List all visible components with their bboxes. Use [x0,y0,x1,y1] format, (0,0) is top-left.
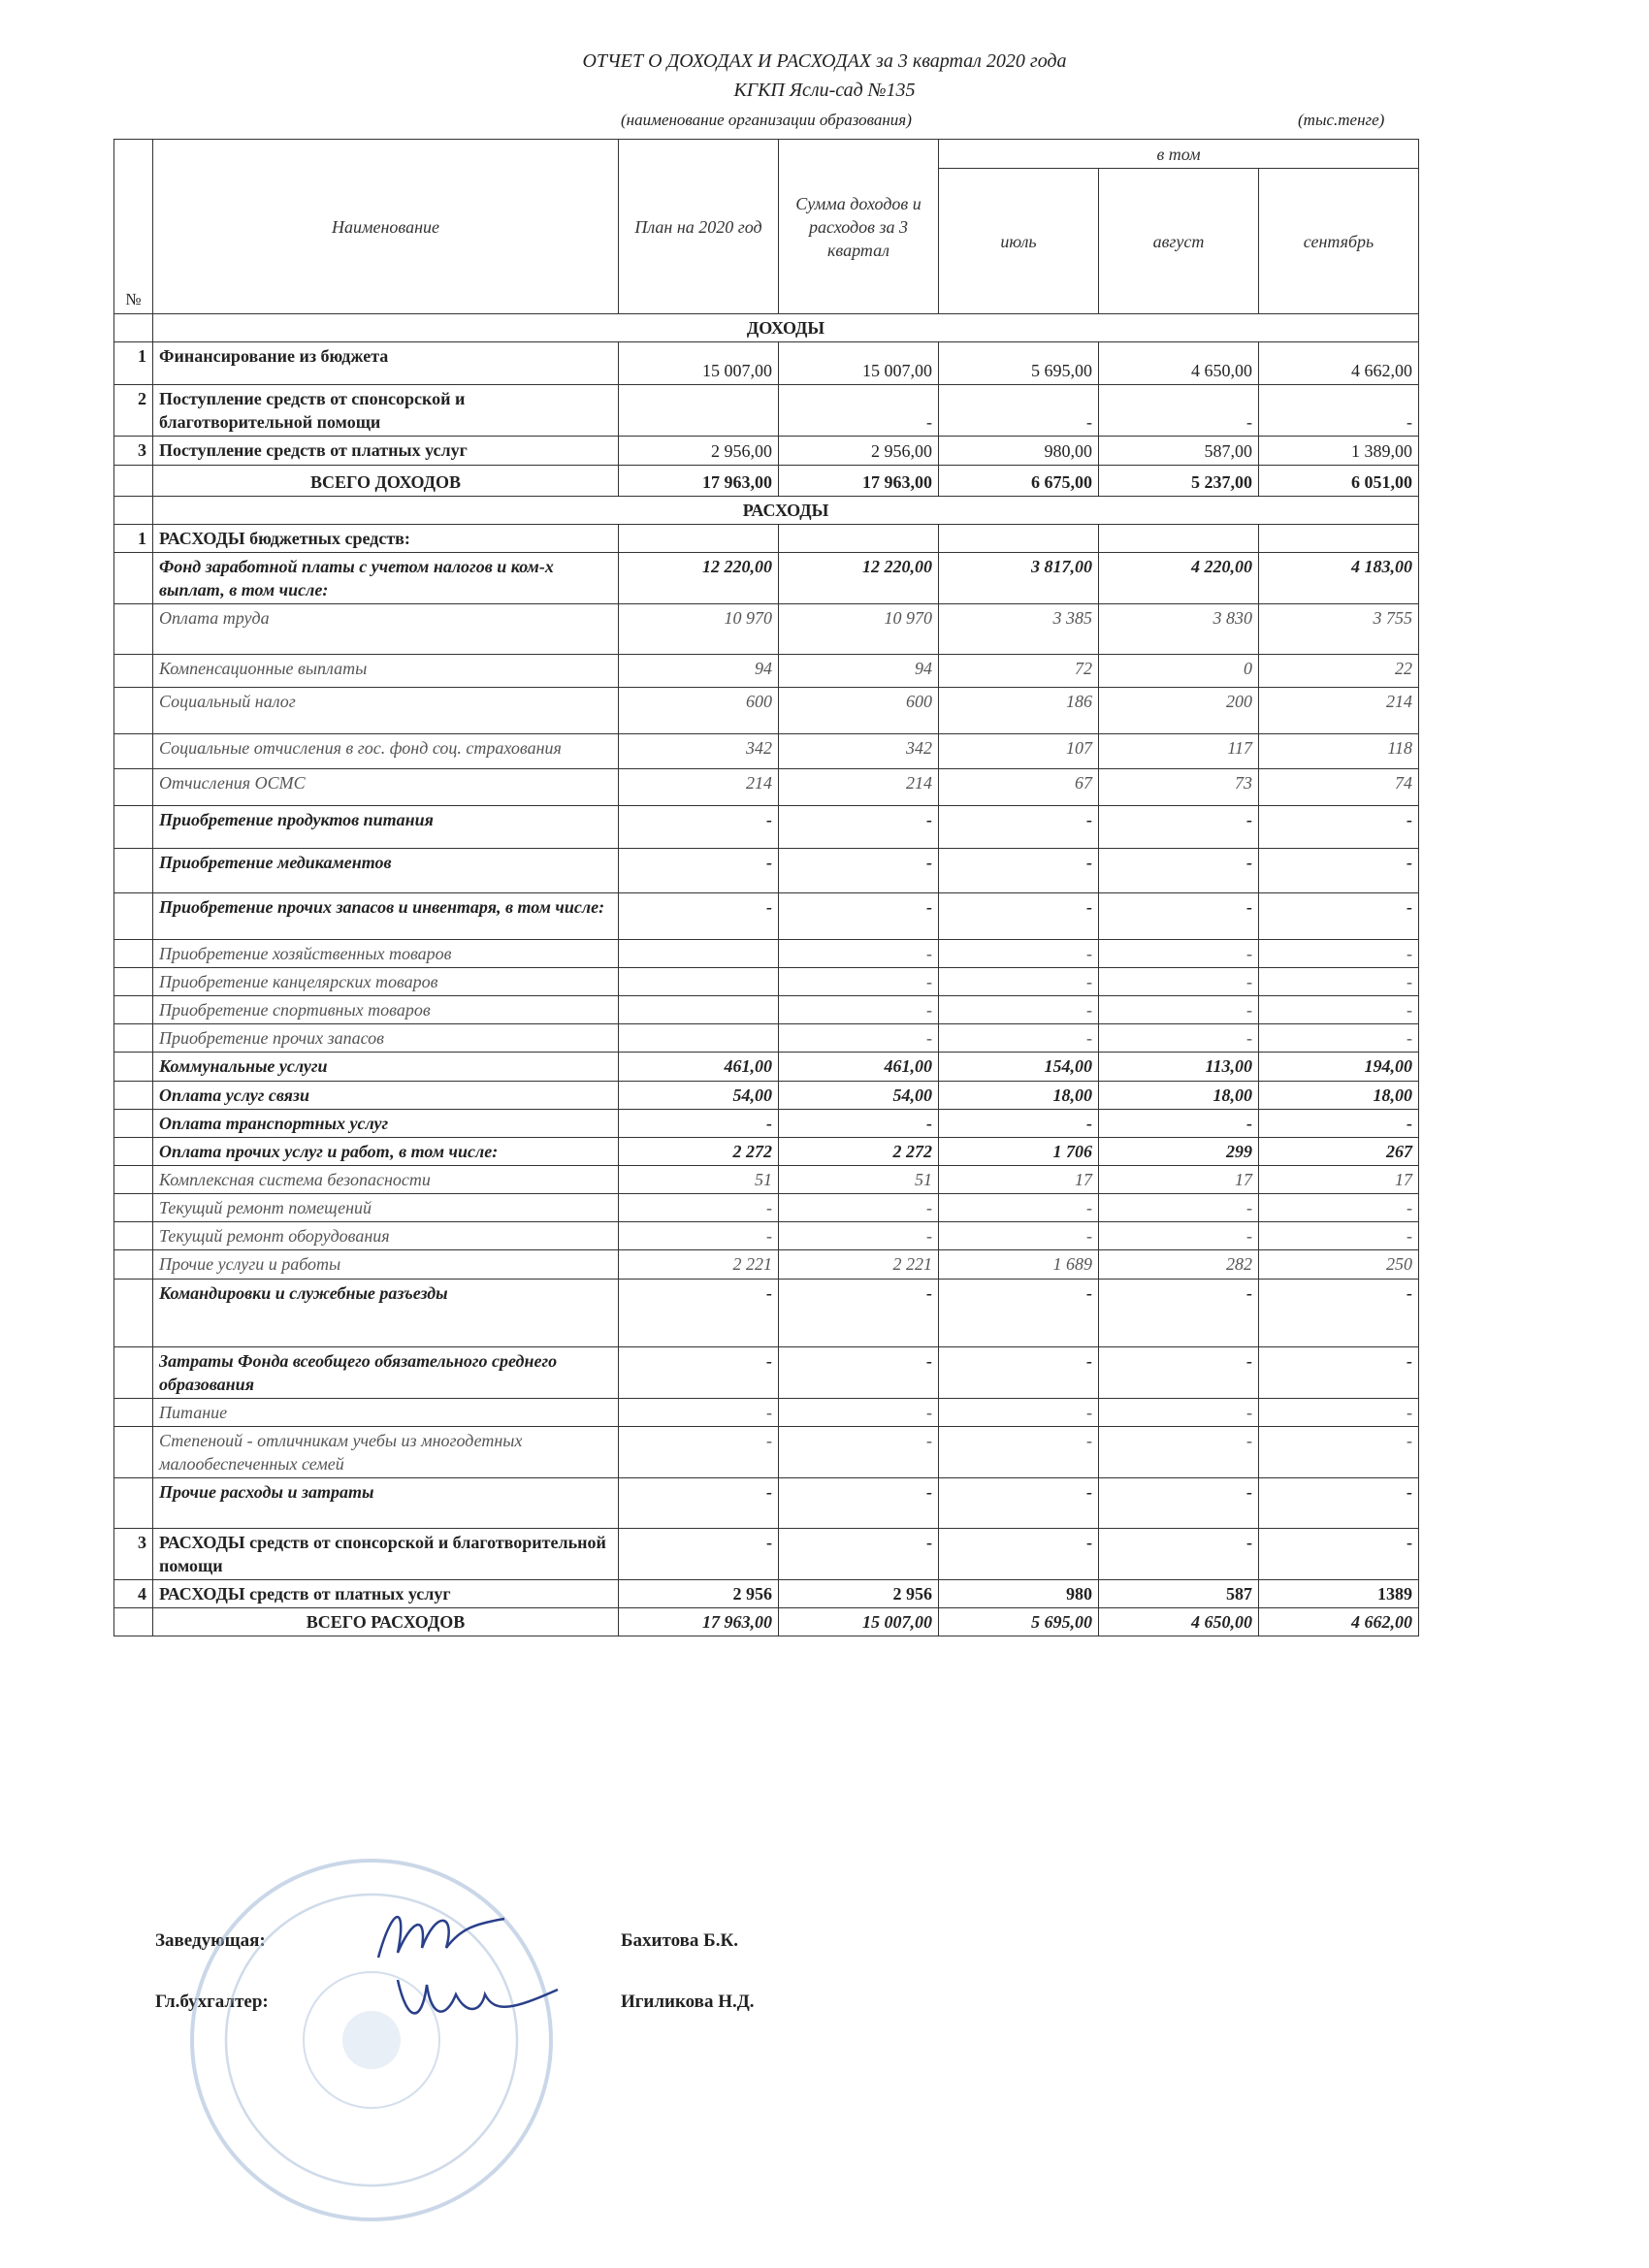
report-table [113,139,1419,1636]
row-name: Приобретение канцелярских товаров [153,968,619,996]
expense-row [114,604,1419,655]
cell-jul: - [939,1110,1099,1138]
cell-plan: 2 272 [619,1138,779,1166]
header-name: Наименование [153,140,619,314]
cell-aug: - [1099,1427,1259,1478]
cell-plan: 600 [619,688,779,734]
cell-sep: - [1259,1222,1419,1250]
cell-aug: 200 [1099,688,1259,734]
organization-caption: (наименование организации образования) [621,111,912,129]
cell-plan: - [619,893,779,940]
row-name: Прочие расходы и затраты [153,1478,619,1529]
row-name: Питание [153,1399,619,1427]
cell-jul: 1 689 [939,1250,1099,1280]
cell-jul: - [939,385,1099,437]
row-name: Оплата услуг связи [153,1082,619,1110]
expense-row [114,1580,1419,1608]
expense-row [114,1280,1419,1347]
cell-jul: - [939,1280,1099,1347]
cell-aug: 4 220,00 [1099,553,1259,604]
row-name: Финансирование из бюджета [153,342,619,385]
expense-row [114,1399,1419,1427]
cell-jul: 67 [939,769,1099,806]
cell-sum: 342 [779,734,939,769]
cell-sum: - [779,806,939,849]
section-title: ДОХОДЫ [153,314,1419,342]
cell-aug: - [1099,968,1259,996]
cell-sep: - [1259,968,1419,996]
cell-aug: 17 [1099,1166,1259,1194]
row-number [114,1166,153,1194]
row-name: Коммунальные услуги [153,1053,619,1082]
expense-row [114,525,1419,553]
row-name: Социальные отчисления в гос. фонд соц. страхования [153,734,619,769]
cell-jul [939,525,1099,553]
cell-sep: - [1259,1427,1419,1478]
expense-row [114,1478,1419,1529]
row-number: 1 [114,525,153,553]
cell-sep: - [1259,996,1419,1024]
cell-sep: 4 183,00 [1259,553,1419,604]
cell-jul: - [939,849,1099,893]
row-number [114,996,153,1024]
cell-aug: - [1099,849,1259,893]
cell-sum: - [779,385,939,437]
cell-sep: 250 [1259,1250,1419,1280]
row-number [114,893,153,940]
row-name: Отчисления ОСМС [153,769,619,806]
cell-jul: 17 [939,1166,1099,1194]
signature-name-accountant: Игиликова Н.Д. [621,1992,755,2012]
cell-aug: - [1099,1399,1259,1427]
cell-sum: 94 [779,655,939,688]
cell-aug: - [1099,1024,1259,1053]
header-sum: Сумма доходов и расходов за 3 квартал [779,140,939,314]
row-name: Приобретение хозяйственных товаров [153,940,619,968]
cell-plan: - [619,1399,779,1427]
cell-aug: - [1099,385,1259,437]
expense-row [114,655,1419,688]
cell-sum: 2 956,00 [779,437,939,466]
cell-plan: - [619,1347,779,1399]
row-number: 3 [114,1529,153,1580]
total-empty-cell [114,1608,153,1636]
cell-plan: - [619,849,779,893]
expense-total-aug: 4 650,00 [1099,1608,1259,1636]
signature-head-mark [369,1899,514,1972]
expense-row [114,1024,1419,1053]
cell-sum [779,525,939,553]
expense-row [114,806,1419,849]
row-name: Поступление средств от спонсорской и благотворительной помощи [153,385,619,437]
row-name: Степеноий - отличникам учебы из многодетных малообеспеченных семей [153,1427,619,1478]
signature-name-head: Бахитова Б.К. [621,1930,738,1951]
cell-aug: - [1099,806,1259,849]
section-empty-cell [114,497,153,525]
cell-sep: - [1259,1529,1419,1580]
cell-plan: 214 [619,769,779,806]
cell-jul: 5 695,00 [939,342,1099,385]
cell-aug: 299 [1099,1138,1259,1166]
cell-sum: - [779,1194,939,1222]
cell-sep: 118 [1259,734,1419,769]
cell-plan: 12 220,00 [619,553,779,604]
cell-plan [619,968,779,996]
cell-plan: 10 970 [619,604,779,655]
cell-sep: - [1259,1399,1419,1427]
cell-plan: - [619,1529,779,1580]
cell-aug: 282 [1099,1250,1259,1280]
cell-plan: - [619,806,779,849]
header-including: в том [939,140,1419,169]
cell-jul: 1 706 [939,1138,1099,1166]
expense-row [114,553,1419,604]
section-header-income [114,314,1419,342]
cell-plan: 94 [619,655,779,688]
cell-sum: - [779,1280,939,1347]
cell-sep: - [1259,1110,1419,1138]
cell-jul: - [939,806,1099,849]
cell-sum: 461,00 [779,1053,939,1082]
cell-aug: - [1099,1280,1259,1347]
cell-sum: - [779,1222,939,1250]
cell-sep: - [1259,1478,1419,1529]
row-number [114,1399,153,1427]
row-number [114,1053,153,1082]
cell-plan: - [619,1280,779,1347]
expense-total-jul: 5 695,00 [939,1608,1099,1636]
row-name: Компенсационные выплаты [153,655,619,688]
cell-sum: - [779,1427,939,1478]
cell-sep: 74 [1259,769,1419,806]
cell-jul: 3 385 [939,604,1099,655]
expense-total-sep: 4 662,00 [1259,1608,1419,1636]
cell-aug: 0 [1099,655,1259,688]
expense-total-row [114,1608,1419,1636]
expense-row [114,1166,1419,1194]
cell-sum: 51 [779,1166,939,1194]
expense-row [114,769,1419,806]
row-number [114,1478,153,1529]
cell-aug: - [1099,1478,1259,1529]
expense-row [114,1110,1419,1138]
cell-plan [619,1024,779,1053]
row-name: Социальный налог [153,688,619,734]
income-row [114,342,1419,385]
cell-aug: 73 [1099,769,1259,806]
header-july: июль [939,169,1099,314]
row-number: 2 [114,385,153,437]
row-name: Оплата прочих услуг и работ, в том числе: [153,1138,619,1166]
expense-row [114,940,1419,968]
cell-jul: 3 817,00 [939,553,1099,604]
row-name: Оплата транспортных услуг [153,1110,619,1138]
header-number: № [114,140,153,314]
row-number [114,940,153,968]
cell-sum: - [779,1347,939,1399]
expense-row [114,1222,1419,1250]
row-number [114,769,153,806]
cell-sep: 22 [1259,655,1419,688]
row-name: Приобретение продуктов питания [153,806,619,849]
row-number [114,1280,153,1347]
cell-jul: 18,00 [939,1082,1099,1110]
cell-plan: - [619,1222,779,1250]
cell-sum: 2 221 [779,1250,939,1280]
cell-sum: 12 220,00 [779,553,939,604]
header-plan: План на 2020 год [619,140,779,314]
income-row [114,385,1419,437]
cell-sep: 17 [1259,1166,1419,1194]
cell-plan [619,940,779,968]
cell-sum: 2 272 [779,1138,939,1166]
cell-sum: - [779,893,939,940]
cell-jul: 980 [939,1580,1099,1608]
signature-role-accountant: Гл.бухгалтер: [155,1992,269,2012]
cell-sep: 1389 [1259,1580,1419,1608]
report-title: ОТЧЕТ О ДОХОДАХ И РАСХОДАХ за 3 квартал 2020 года [582,50,1067,72]
expense-row [114,734,1419,769]
expense-row [114,1082,1419,1110]
cell-sep: - [1259,1347,1419,1399]
cell-sum: - [779,996,939,1024]
total-empty-cell [114,466,153,497]
cell-sum: - [779,1478,939,1529]
cell-sum: 54,00 [779,1082,939,1110]
cell-aug: - [1099,1194,1259,1222]
expense-total-sum: 15 007,00 [779,1608,939,1636]
cell-sep: 3 755 [1259,604,1419,655]
unit-label: (тыс.тенге) [1298,111,1385,129]
cell-jul: 72 [939,655,1099,688]
row-name: Текущий ремонт помещений [153,1194,619,1222]
row-number [114,688,153,734]
row-number [114,1250,153,1280]
cell-sum: - [779,968,939,996]
cell-plan [619,525,779,553]
row-number [114,806,153,849]
cell-plan: 15 007,00 [619,342,779,385]
row-number [114,1138,153,1166]
cell-sep: 4 662,00 [1259,342,1419,385]
cell-jul: - [939,1478,1099,1529]
cell-aug: 4 650,00 [1099,342,1259,385]
expense-row [114,996,1419,1024]
row-name: Затраты Фонда всеобщего обязательного среднего образования [153,1347,619,1399]
row-name: Прочие услуги и работы [153,1250,619,1280]
cell-sum: 15 007,00 [779,342,939,385]
cell-jul: 980,00 [939,437,1099,466]
cell-sep: - [1259,1024,1419,1053]
row-name: РАСХОДЫ средств от спонсорской и благотворительной помощи [153,1529,619,1580]
income-total-plan: 17 963,00 [619,466,779,497]
cell-sep [1259,525,1419,553]
cell-sum: - [779,940,939,968]
cell-plan: - [619,1194,779,1222]
cell-sep: - [1259,1280,1419,1347]
income-row [114,437,1419,466]
cell-aug: - [1099,1110,1259,1138]
expense-row [114,1194,1419,1222]
row-name: РАСХОДЫ бюджетных средств: [153,525,619,553]
income-total-row [114,466,1419,497]
cell-aug: - [1099,940,1259,968]
cell-sep: 267 [1259,1138,1419,1166]
expense-row [114,849,1419,893]
row-number [114,1082,153,1110]
expense-row [114,1427,1419,1478]
row-number [114,1110,153,1138]
row-name: Приобретение медикаментов [153,849,619,893]
cell-sep: 194,00 [1259,1053,1419,1082]
cell-sep: - [1259,385,1419,437]
cell-plan: 2 221 [619,1250,779,1280]
row-number [114,1347,153,1399]
cell-plan: 2 956,00 [619,437,779,466]
cell-sum: 2 956 [779,1580,939,1608]
cell-plan: 461,00 [619,1053,779,1082]
expense-row [114,968,1419,996]
expense-row [114,1529,1419,1580]
row-name: Текущий ремонт оборудования [153,1222,619,1250]
cell-plan: - [619,1110,779,1138]
header-september: сентябрь [1259,169,1419,314]
cell-jul: 154,00 [939,1053,1099,1082]
section-title: РАСХОДЫ [153,497,1419,525]
row-name: Поступление средств от платных услуг [153,437,619,466]
cell-sep: - [1259,849,1419,893]
row-number [114,1427,153,1478]
cell-aug: - [1099,893,1259,940]
cell-sum: - [779,1399,939,1427]
row-name: Приобретение спортивных товаров [153,996,619,1024]
cell-aug: 3 830 [1099,604,1259,655]
section-empty-cell [114,314,153,342]
cell-aug: - [1099,1347,1259,1399]
cell-plan: 342 [619,734,779,769]
expense-total-plan: 17 963,00 [619,1608,779,1636]
cell-sep: - [1259,940,1419,968]
row-number [114,968,153,996]
row-number [114,553,153,604]
cell-plan: 51 [619,1166,779,1194]
income-total-sep: 6 051,00 [1259,466,1419,497]
income-total-jul: 6 675,00 [939,466,1099,497]
cell-jul: - [939,996,1099,1024]
cell-sep: - [1259,806,1419,849]
organization-name: КГКП Ясли-сад №135 [733,80,916,101]
cell-aug: 113,00 [1099,1053,1259,1082]
cell-plan: 54,00 [619,1082,779,1110]
cell-jul: - [939,1529,1099,1580]
cell-jul: - [939,1347,1099,1399]
row-name: Приобретение прочих запасов и инвентаря, в том числе: [153,893,619,940]
cell-jul: - [939,1427,1099,1478]
cell-aug: - [1099,1222,1259,1250]
row-number [114,734,153,769]
row-name: Фонд заработной платы с учетом налогов и ком-х выплат, в том числе: [153,553,619,604]
cell-aug: - [1099,1529,1259,1580]
cell-aug: 587 [1099,1580,1259,1608]
expense-row [114,688,1419,734]
cell-sum: - [779,1110,939,1138]
cell-sum: - [779,1529,939,1580]
income-total-aug: 5 237,00 [1099,466,1259,497]
expense-row [114,1250,1419,1280]
header-august: август [1099,169,1259,314]
cell-plan: 2 956 [619,1580,779,1608]
row-number [114,1222,153,1250]
cell-sep: 214 [1259,688,1419,734]
signature-accountant-mark [388,1965,563,2033]
row-number [114,849,153,893]
cell-jul: - [939,1399,1099,1427]
cell-sum: 10 970 [779,604,939,655]
cell-aug [1099,525,1259,553]
expense-row [114,893,1419,940]
cell-jul: - [939,893,1099,940]
expense-row [114,1347,1419,1399]
row-name: Командировки и служебные разъезды [153,1280,619,1347]
cell-sep: - [1259,893,1419,940]
cell-jul: - [939,1194,1099,1222]
cell-sum: - [779,1024,939,1053]
cell-jul: - [939,940,1099,968]
row-name: Комплексная система безопасности [153,1166,619,1194]
section-header-expense [114,497,1419,525]
row-number [114,1024,153,1053]
row-name: РАСХОДЫ средств от платных услуг [153,1580,619,1608]
expense-row [114,1053,1419,1082]
cell-sep: 18,00 [1259,1082,1419,1110]
row-number [114,1194,153,1222]
income-total-sum: 17 963,00 [779,466,939,497]
cell-plan: - [619,1427,779,1478]
cell-plan [619,996,779,1024]
row-number: 4 [114,1580,153,1608]
row-number: 3 [114,437,153,466]
signature-role-head: Заведующая: [155,1930,266,1951]
cell-plan [619,385,779,437]
row-number: 1 [114,342,153,385]
cell-sum: 214 [779,769,939,806]
cell-sum: 600 [779,688,939,734]
income-total-label: ВСЕГО ДОХОДОВ [153,466,619,497]
cell-jul: - [939,1222,1099,1250]
cell-aug: 587,00 [1099,437,1259,466]
expense-row [114,1138,1419,1166]
cell-aug: 117 [1099,734,1259,769]
cell-jul: - [939,1024,1099,1053]
cell-sep: - [1259,1194,1419,1222]
row-number [114,655,153,688]
row-number [114,604,153,655]
cell-jul: 186 [939,688,1099,734]
cell-sum: - [779,849,939,893]
cell-plan: - [619,1478,779,1529]
row-name: Приобретение прочих запасов [153,1024,619,1053]
cell-aug: 18,00 [1099,1082,1259,1110]
cell-jul: 107 [939,734,1099,769]
cell-aug: - [1099,996,1259,1024]
cell-jul: - [939,968,1099,996]
expense-total-label: ВСЕГО РАСХОДОВ [153,1608,619,1636]
cell-sep: 1 389,00 [1259,437,1419,466]
row-name: Оплата труда [153,604,619,655]
